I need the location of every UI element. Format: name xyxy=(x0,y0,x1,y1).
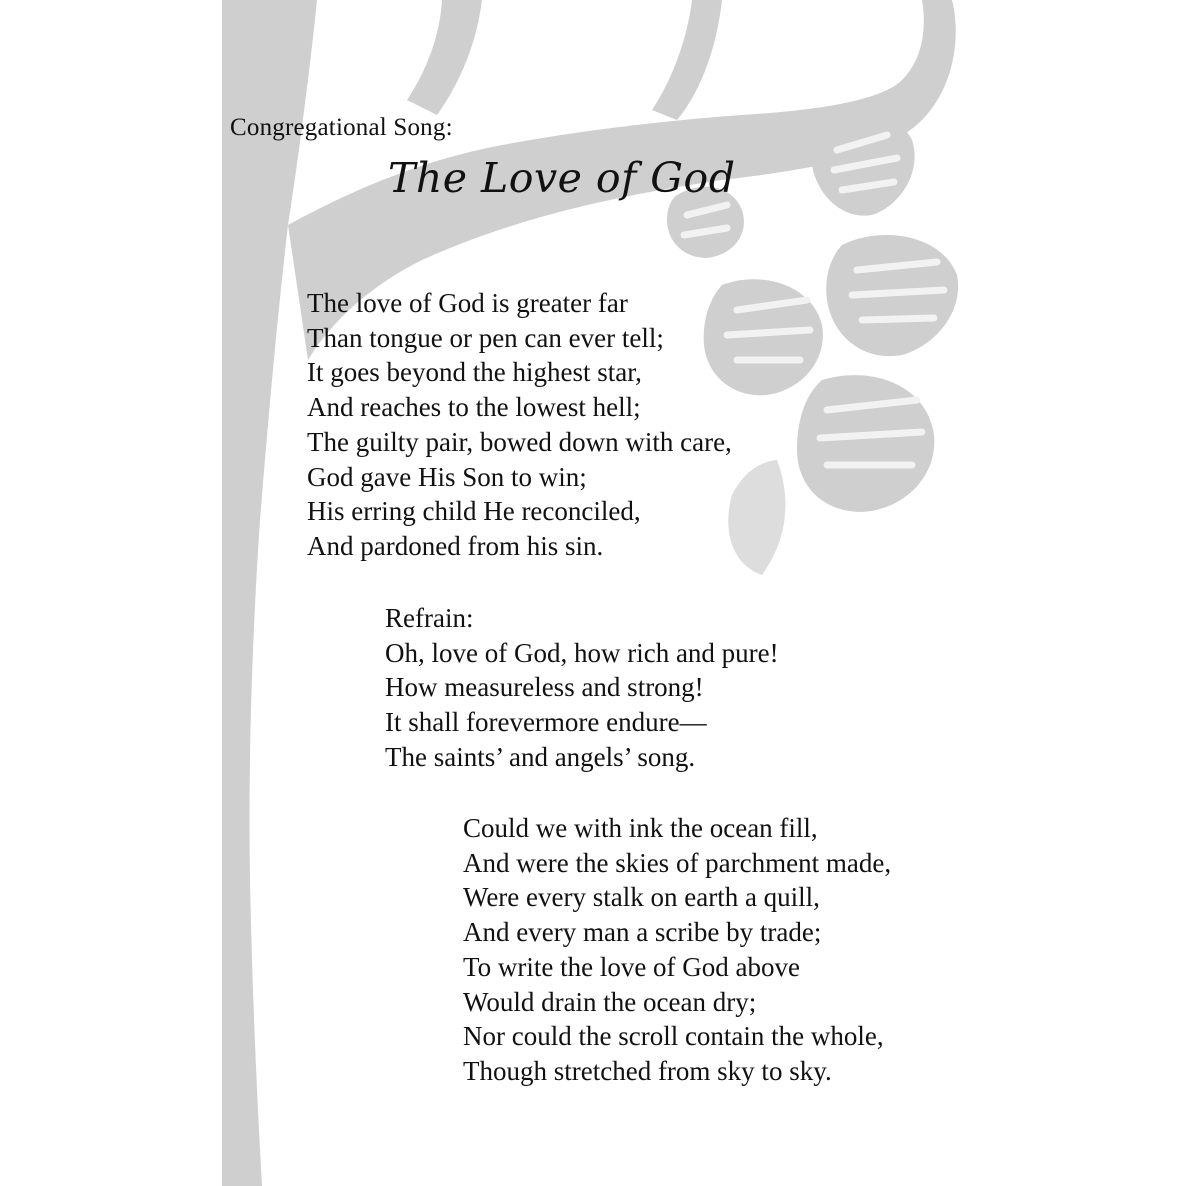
verse-1 xyxy=(307,286,732,564)
refrain xyxy=(385,601,779,775)
verse-line: And every man a scribe by trade; xyxy=(463,917,822,948)
verse-line: And pardoned from his sin. xyxy=(307,530,604,561)
verse-line: It goes beyond the highest star, xyxy=(307,357,642,388)
verse-line: Nor could the scroll contain the whole, xyxy=(463,1021,884,1052)
verse-line: God gave His Son to win; xyxy=(307,461,587,492)
section-label: Congregational Song: xyxy=(230,114,453,141)
verse-line: And reaches to the lowest hell; xyxy=(307,392,641,423)
song-title: The Love of God xyxy=(388,154,736,202)
verse-line: The guilty pair, bowed down with care, xyxy=(307,426,732,457)
refrain-line: How measureless and strong! xyxy=(385,672,704,703)
refrain-line: It shall forevermore endure— xyxy=(385,707,707,738)
verse-line: And were the skies of parchment made, xyxy=(463,847,892,878)
verse-line: Were every stalk on earth a quill, xyxy=(463,882,820,913)
verse-line: Would drain the ocean dry; xyxy=(463,986,757,1017)
verse-line: Though stretched from sky to sky. xyxy=(463,1055,832,1086)
refrain-line: Oh, love of God, how rich and pure! xyxy=(385,637,779,668)
verse-line: Than tongue or pen can ever tell; xyxy=(307,322,664,353)
refrain-label: Refrain: xyxy=(385,603,474,633)
bulletin-page xyxy=(222,0,964,1186)
verse-2 xyxy=(463,811,891,1089)
verse-line: To write the love of God above xyxy=(463,951,801,982)
verse-line: His erring child He reconciled, xyxy=(307,496,641,527)
verse-line: Could we with ink the ocean fill, xyxy=(463,813,818,843)
refrain-line: The saints’ and angels’ song. xyxy=(385,741,696,772)
verse-line: The love of God is greater far xyxy=(307,288,628,318)
